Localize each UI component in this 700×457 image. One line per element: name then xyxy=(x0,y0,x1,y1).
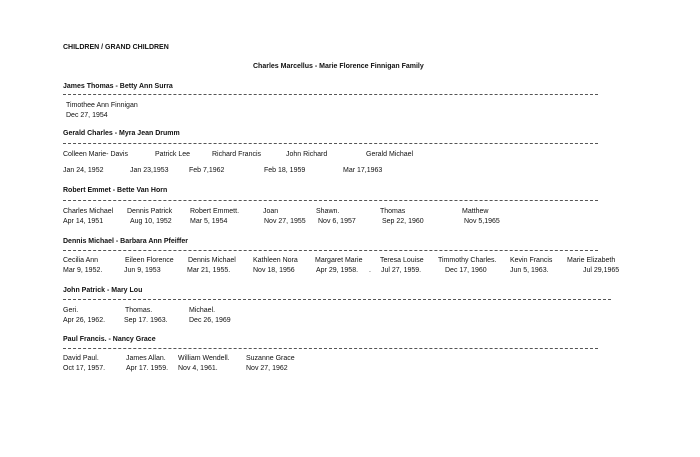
child-name: Dennis Michael xyxy=(188,257,236,264)
child-name: Thomas. xyxy=(125,307,153,314)
family-parents: James Thomas - Betty Ann Surra xyxy=(63,83,173,90)
child-birthdate: Jul 29,1965 xyxy=(583,267,620,274)
separator-line xyxy=(63,348,598,349)
child-name: Teresa Louise xyxy=(380,257,424,264)
separator-line xyxy=(63,299,611,300)
child-birthdate: Jan 24, 1952 xyxy=(63,167,104,174)
family-parents: John Patrick - Mary Lou xyxy=(63,287,143,294)
child-birthdate: Mar 21, 1955. xyxy=(187,267,231,274)
child-name: James Allan. xyxy=(126,355,166,362)
child-name: Charles Michael xyxy=(63,208,114,215)
child-birthdate: Feb 18, 1959 xyxy=(264,167,306,174)
child-birthdate: Mar 17,1963 xyxy=(343,167,383,174)
child-birthdate: Sep 17. 1963. xyxy=(124,317,168,324)
child-name: Dennis Patrick xyxy=(127,208,173,215)
child-birthdate: Nov 6, 1957 xyxy=(318,218,356,225)
child-name: Robert Emmett. xyxy=(190,208,240,215)
child-name: William Wendell. xyxy=(178,355,230,362)
child-birthdate: Jun 9, 1953 xyxy=(124,267,161,274)
child-birthdate: Nov 27, 1962 xyxy=(246,365,288,372)
child-name: Cecilia Ann xyxy=(63,257,99,264)
child-birthdate: Feb 7,1962 xyxy=(189,167,225,174)
child-name: Kathleen Nora xyxy=(253,257,298,264)
child-name: Richard Francis xyxy=(212,151,262,158)
child-birthdate: Apr 26, 1962. xyxy=(63,317,106,324)
child-name: John Richard xyxy=(286,151,328,158)
stray-mark: . xyxy=(369,267,371,274)
child-name: Timothee Ann Finnigan xyxy=(66,102,138,109)
child-birthdate: Apr 17. 1959. xyxy=(126,365,169,372)
child-name: David Paul. xyxy=(63,355,99,362)
child-name: Kevin Francis xyxy=(510,257,553,264)
child-birthdate: Oct 17, 1957. xyxy=(63,365,106,372)
separator-line xyxy=(63,94,598,95)
family-title: Charles Marcellus - Marie Florence Finnigan Family xyxy=(253,63,424,70)
child-name: Patrick Lee xyxy=(155,151,191,158)
child-name: Thomas xyxy=(380,208,406,215)
family-parents: Paul Francis. - Nancy Grace xyxy=(63,336,156,343)
child-birthdate: Jan 23,1953 xyxy=(130,167,169,174)
separator-line xyxy=(63,143,598,144)
child-birthdate: Dec 27, 1954 xyxy=(66,112,108,119)
child-name: Colleen Marie- Davis xyxy=(63,151,128,158)
child-birthdate: Nov 5,1965 xyxy=(464,218,500,225)
child-birthdate: Nov 4, 1961. xyxy=(178,365,218,372)
child-birthdate: Apr 29, 1958. xyxy=(316,267,359,274)
child-birthdate: Sep 22, 1960 xyxy=(382,218,424,225)
section-title: CHILDREN / GRAND CHILDREN xyxy=(63,44,169,51)
child-name: Gerald Michael xyxy=(366,151,414,158)
family-parents: Robert Emmet - Bette Van Horn xyxy=(63,187,168,194)
family-parents: Gerald Charles - Myra Jean Drumm xyxy=(63,130,180,137)
child-name: Joan xyxy=(263,208,279,215)
child-birthdate: Jun 5, 1963. xyxy=(510,267,549,274)
child-birthdate: Nov 18, 1956 xyxy=(253,267,295,274)
child-name: Timmothy Charles. xyxy=(438,257,497,264)
child-birthdate: Dec 26, 1969 xyxy=(189,317,231,324)
child-birthdate: Apr 14, 1951 xyxy=(63,218,104,225)
separator-line xyxy=(63,200,598,201)
child-name: Shawn. xyxy=(316,208,340,215)
family-parents: Dennis Michael - Barbara Ann Pfeiffer xyxy=(63,238,188,245)
child-name: Matthew xyxy=(462,208,489,215)
child-name: Suzanne Grace xyxy=(246,355,295,362)
child-name: Marie Elizabeth xyxy=(567,257,616,264)
child-birthdate: Dec 17, 1960 xyxy=(445,267,487,274)
child-name: Margaret Marie xyxy=(315,257,363,264)
child-name: Eileen Florence xyxy=(125,257,174,264)
child-birthdate: Nov 27, 1955 xyxy=(264,218,306,225)
child-birthdate: Mar 5, 1954 xyxy=(190,218,228,225)
child-birthdate: Aug 10, 1952 xyxy=(130,218,172,225)
child-name: Geri. xyxy=(63,307,79,314)
child-name: Michael. xyxy=(189,307,216,314)
separator-line xyxy=(63,250,598,251)
child-birthdate: Mar 9, 1952. xyxy=(63,267,103,274)
child-birthdate: Jul 27, 1959. xyxy=(381,267,422,274)
